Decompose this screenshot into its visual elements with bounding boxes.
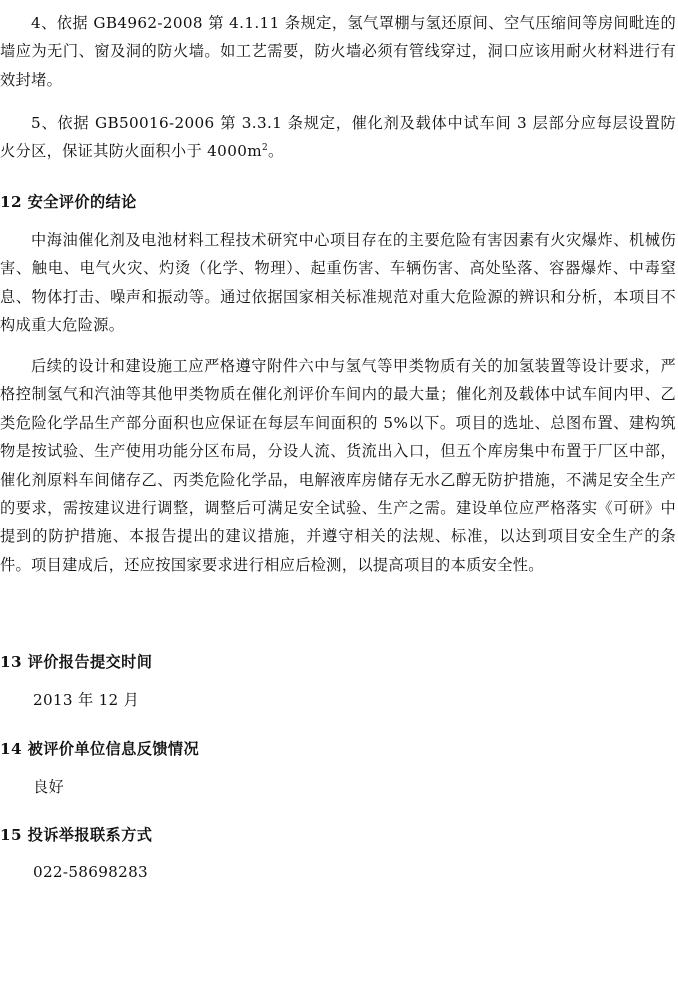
- section-15-value: 022-58698283: [33, 863, 149, 881]
- item-5-text: 5、依据 GB50016-2006 第 3.3.1 条规定，催化剂及载体中试车间 3 层部分应每层设置防火分区，保证其防火面积小于 4000m: [0, 114, 676, 161]
- item-4-paragraph: [0, 9, 676, 94]
- section-12-paragraph-2: [0, 352, 676, 579]
- item-5-paragraph: [0, 109, 676, 166]
- item-4-text: 4、依据 GB4962-2008 第 4.1.11 条规定，氢气罩棚与氢还原间、空气压缩间等房间毗连的墙应为无门、窗及洞的防火墙。如工艺需要，防火墙必须有管线穿过，洞口应该用耐火材料进行有效封堵。: [0, 14, 676, 89]
- section-12-paragraph-2-text: 后续的设计和建设施工应严格遵守附件六中与氢气等甲类物质有关的加氢装置等设计要求，严格控制氢气和汽油等其他甲类物质在催化剂评价车间内的最大量；催化剂及载体中试车间内甲、乙类危险化学品生产部分面积也应保证在每层车间面积的 5%以下。项目的选址、总图布置、建构筑物是按试验、生产使用功能分区布局，分设人流、货流出入口，但五个库房集中布置于厂区中部，催化剂原料车间储存乙、丙类危险化学品，电解液库房储存无水乙醇无防护措施，不满足安全生产的要求，需按建议进行调整，调整后可满足安全试验、生产之需。建设单位应严格落实《可研》中提到的防护措施、本报告提出的建议措施，并遵守相关的法规、标准，以达到项目安全生产的条件。项目建成后，还应按国家要求进行相应后检测，以提高项目的本质安全性。: [0, 357, 676, 574]
- item-5-text-end: 。: [268, 142, 284, 161]
- section-14-value: 良好: [33, 778, 64, 796]
- item-5-superscript: 2: [261, 143, 269, 154]
- section-13-heading: 13 评价报告提交时间: [0, 653, 153, 671]
- section-15-heading: 15 投诉举报联系方式: [0, 826, 153, 844]
- section-12-paragraph-1-text: 中海油催化剂及电池材料工程技术研究中心项目存在的主要危险有害因素有火灾爆炸、机械伤害、触电、电气火灾、灼烫（化学、物理）、起重伤害、车辆伤害、高处坠落、容器爆炸、中毒窒息、物体打击、噪声和振动等。通过依据国家相关标准规范对重大危险源的辨识和分析，本项目不构成重大危险源。: [0, 231, 676, 335]
- section-12-heading: 12 安全评价的结论: [0, 193, 137, 211]
- section-13-value: 2013 年 12 月: [33, 691, 140, 709]
- section-14-heading: 14 被评价单位信息反馈情况: [0, 740, 200, 758]
- section-12-paragraph-1: [0, 226, 676, 340]
